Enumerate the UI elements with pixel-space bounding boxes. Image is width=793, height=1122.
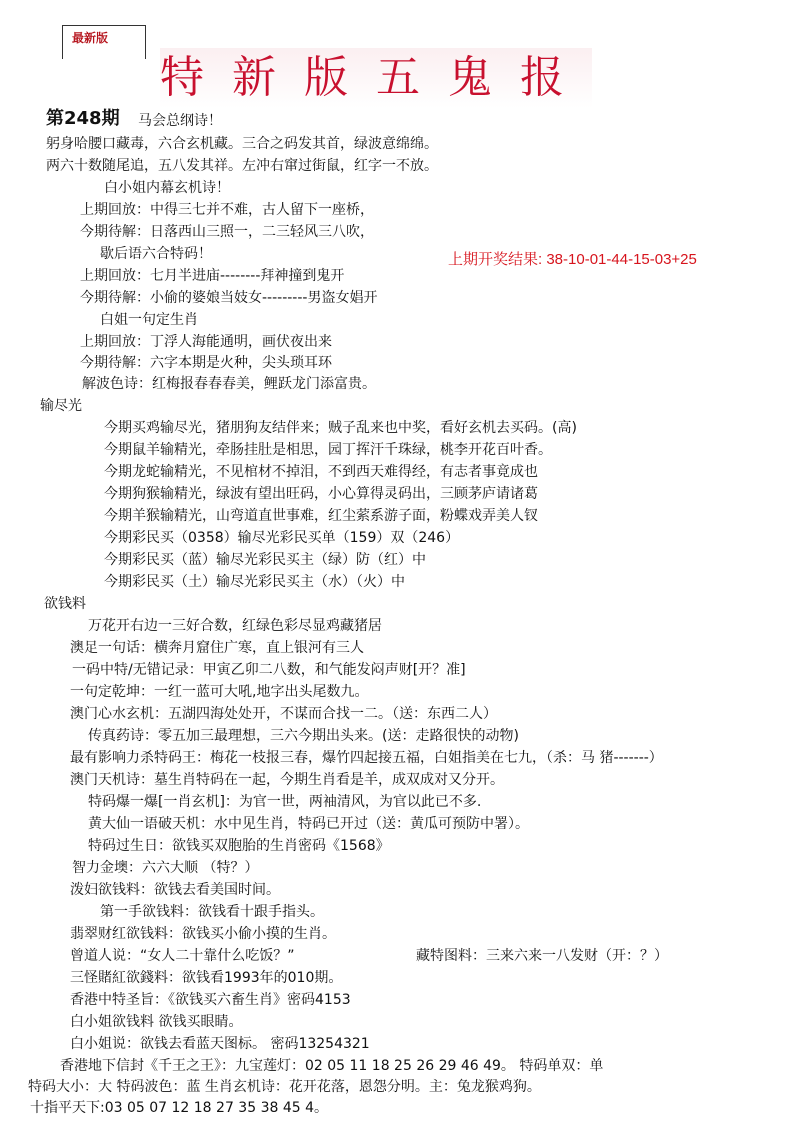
text-line: 今期鼠羊输精光，牵肠挂肚是相思，园丁挥汗千珠绿，桃李开花百叶香。 [104, 442, 552, 458]
text-line: 传真药诗：零五加三最理想，三六今期出头来。(送：走路很快的动物) [88, 728, 519, 744]
text-line: 翡翠财红欲钱料：欲钱买小偷小摸的生肖。 [70, 926, 336, 942]
title-char: 报 [520, 48, 592, 108]
text-line: 万花开右边一三好合数，红绿色彩尽显鸡藏猪居 [88, 618, 382, 634]
text-line: 藏特图料：三来六来一八发财（开：？） [416, 948, 668, 964]
page-title [160, 48, 592, 108]
issue-subtitle: 马会总纲诗！ [138, 113, 222, 129]
text-line: 上期回放：丁浮人海能通明，画伏夜出来 [80, 334, 332, 350]
text-line: 澳门心水玄机：五湖四海处处开，不谋而合找一二。（送：东西二人） [70, 706, 497, 722]
text-line: 香港中特圣旨：《欲钱买六畜生肖》密码4153 [70, 992, 351, 1008]
text-line: 第一手欲钱料：欲钱看十跟手指头。 [100, 904, 324, 920]
text-line: 特码爆一爆[一肖玄机]：为官一世，两袖清风，为官以此已不多. [88, 794, 482, 810]
text-line: 上期回放：七月半进庙--------拜神撞到鬼开 [80, 268, 345, 284]
text-line: 十指平天下:03 05 07 12 18 27 35 38 45 4。 [30, 1100, 329, 1116]
text-line: 三怪賭紅欲錢料：欲钱看1993年的010期。 [70, 970, 343, 986]
text-line: 白小姐内幕玄机诗！ [104, 180, 230, 196]
text-line: 今期彩民买（土）输尽光彩民买主（水）（火）中 [104, 574, 405, 590]
text-line: 澳门天机诗：墓生肖特码在一起，今期生肖看是羊，成双成对又分开。 [70, 772, 504, 788]
text-line: 曾道人说：“女人二十靠什么吃饭？” [70, 948, 295, 964]
text-line: 白小姐说：欲钱去看蓝天图标。 密码13254321 [70, 1036, 370, 1052]
title-char: 五 [376, 48, 448, 108]
text-line: 欲钱料 [44, 596, 86, 612]
text-line: 黄大仙一语破天机：水中见生肖，特码已开过（送：黄瓜可预防中署）。 [88, 816, 529, 832]
title-char: 新 [232, 48, 304, 108]
text-line: 白姐一句定生肖 [100, 312, 198, 328]
previous-result-numbers: 38-10-01-44-15-03+25 [546, 251, 697, 268]
text-line: 香港地下信封《千王之王》：九宝莲灯：02 05 11 18 25 26 29 46 49。 特码单双：单 [60, 1058, 604, 1074]
text-line: 最有影响力杀特码王：梅花一枝报三春，爆竹四起接五福，白姐指美在七九，（杀：马 猪-------） [70, 750, 663, 766]
text-line: 今期彩民买（0358）输尽光彩民买单（159）双（246） [104, 530, 460, 546]
text-line: 一码中特/无错记录：甲寅乙卯二八数，和气能发闷声财[开？准] [72, 662, 466, 678]
text-line: 澳足一句话：横奔月窟住广寒，直上银河有三人 [70, 640, 364, 656]
text-line: 智力金墺：六六大顺 （特？） [72, 860, 259, 876]
text-line: 今期龙蛇输精光，不见棺材不掉泪，不到西天难得经，有志者事竟成也 [104, 464, 538, 480]
text-line: 躬身哈腰口藏毒，六合玄机藏。三合之码发其首，绿波意绵绵。 [46, 136, 438, 152]
text-line: 今期待解：日落西山三照一，二三轻风三八吹， [80, 224, 374, 240]
text-line: 特码大小：大 特码波色：蓝 生肖玄机诗：花开花落，恩怨分明。主：兔龙猴鸡狗。 [28, 1079, 541, 1095]
text-line: 今期羊猴输精光，山弯道直世事难，红尘萦系游子面，粉蝶戏弄美人钗 [104, 508, 538, 524]
text-line: 输尽光 [40, 398, 82, 414]
title-char: 特 [160, 48, 232, 108]
previous-result-label: 上期开奖结果: [448, 251, 543, 268]
edition-badge-label: 最新版 [72, 31, 109, 45]
text-line: 今期待解：小偷的婆娘当妓女---------男盗女娼开 [80, 290, 378, 306]
edition-badge [62, 25, 146, 59]
text-line: 今期买鸡输尽光，猪朋狗友结伴来；贼子乱来也中奖，看好玄机去买码。(高) [104, 420, 577, 436]
issue-number: 第248期 [46, 108, 120, 129]
text-line: 今期待解：六字本期是火种，尖头琐耳环 [80, 355, 332, 371]
title-char: 鬼 [448, 48, 520, 108]
previous-result [448, 248, 697, 269]
text-line: 今期彩民买（蓝）输尽光彩民买主（绿）防（红）中 [104, 552, 426, 568]
text-line: 两六十数随尾追，五八发其祥。左冲右窜过街鼠，红字一不放。 [46, 158, 438, 174]
text-line: 歇后语六合特码！ [100, 246, 212, 262]
title-char: 版 [304, 48, 376, 108]
text-line: 一句定乾坤：一红一蓝可大吼,地字出头尾数九。 [70, 684, 369, 700]
text-line: 特码过生日：欲钱买双胞胎的生肖密码《1568》 [88, 838, 390, 854]
text-line: 解波色诗：红梅报春春春美，鲤跃龙门添富贵。 [82, 376, 376, 392]
text-line: 泼妇欲钱料：欲钱去看美国时间。 [70, 882, 280, 898]
text-line: 上期回放：中得三七并不难，古人留下一座桥， [80, 202, 374, 218]
text-line: 白小姐欲钱料 欲钱买眼睛。 [70, 1014, 243, 1030]
text-line: 今期狗猴输精光，绿波有望出旺码，小心算得灵码出，三顾茅庐请诸葛 [104, 486, 538, 502]
